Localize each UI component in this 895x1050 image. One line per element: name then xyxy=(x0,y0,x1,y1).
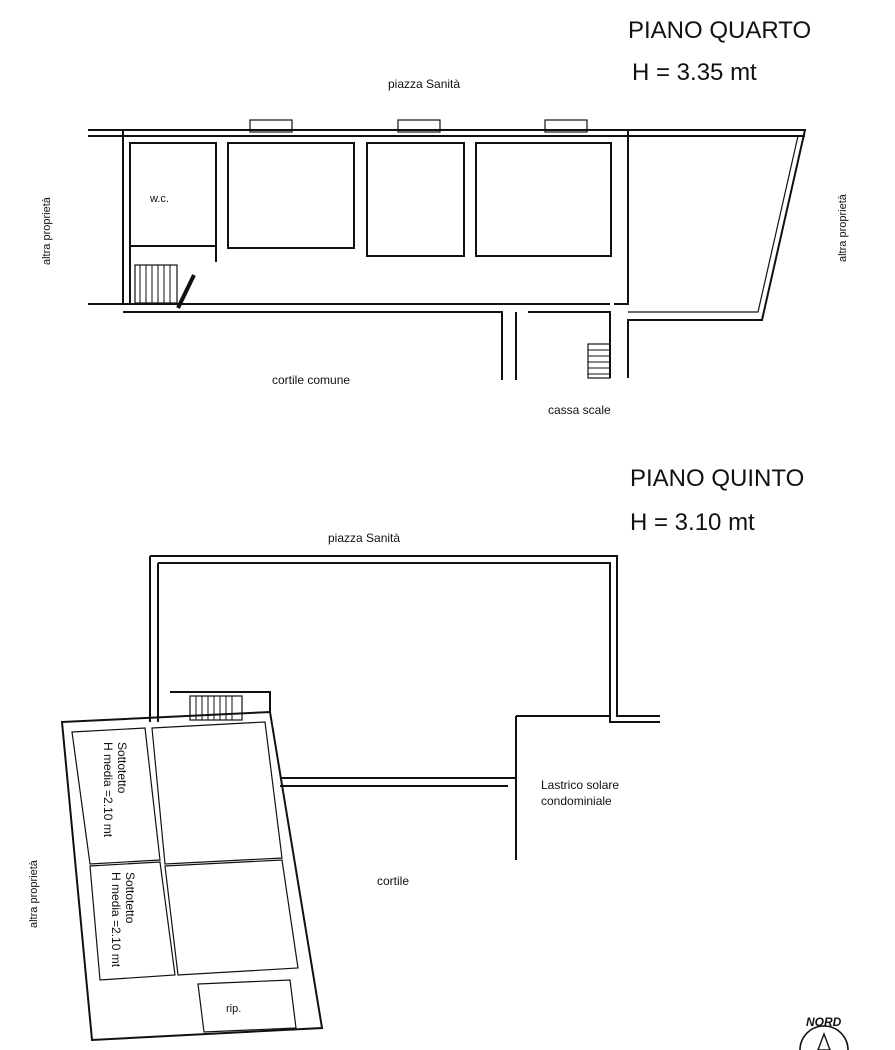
floor5-attic2-line1: Sottotetto xyxy=(123,872,137,924)
floor4-courtyard-label: cortile comune xyxy=(272,373,351,387)
north-compass xyxy=(800,1015,848,1050)
floor5-attic2-line2: H media =2.10 mt xyxy=(109,872,123,968)
floor5-courtyard-label: cortile xyxy=(377,874,410,888)
floor5-plan xyxy=(28,465,804,1040)
floor5-street-label: piazza Sanità xyxy=(328,531,401,545)
floor5-attic1-line2: H media =2.10 mt xyxy=(101,742,115,838)
floor5-height: H = 3.10 mt xyxy=(630,509,755,536)
floor4-street-label: piazza Sanità xyxy=(388,77,461,91)
floor5-attic1-line1: Sottotetto xyxy=(115,742,129,794)
floor4-walls xyxy=(88,120,805,380)
floor5-terrace-line1: Lastrico solare xyxy=(541,778,620,792)
floor5-storage-label: rip. xyxy=(226,1003,242,1015)
floor4-height: H = 3.35 mt xyxy=(632,59,757,86)
floor4-stairwell-label: cassa scale xyxy=(548,403,611,417)
compass-icon xyxy=(800,1026,848,1050)
floor5-left-neighbor-label: altra proprietà xyxy=(28,860,40,928)
floor4-wc-label: w.c. xyxy=(150,193,169,205)
floor4-plan xyxy=(41,17,849,417)
floor5-terrace-line2: condominiale xyxy=(541,794,612,808)
floor5-title: PIANO QUINTO xyxy=(630,465,805,492)
floor4-right-neighbor-label: altra proprietà xyxy=(837,194,849,262)
compass-north-label: NORD xyxy=(806,1015,842,1029)
floor4-stairwell-stair xyxy=(588,344,610,378)
floor4-title: PIANO QUARTO xyxy=(628,17,812,44)
floor4-stair xyxy=(135,265,194,308)
floor4-left-neighbor-label: altra proprietà xyxy=(41,197,53,265)
